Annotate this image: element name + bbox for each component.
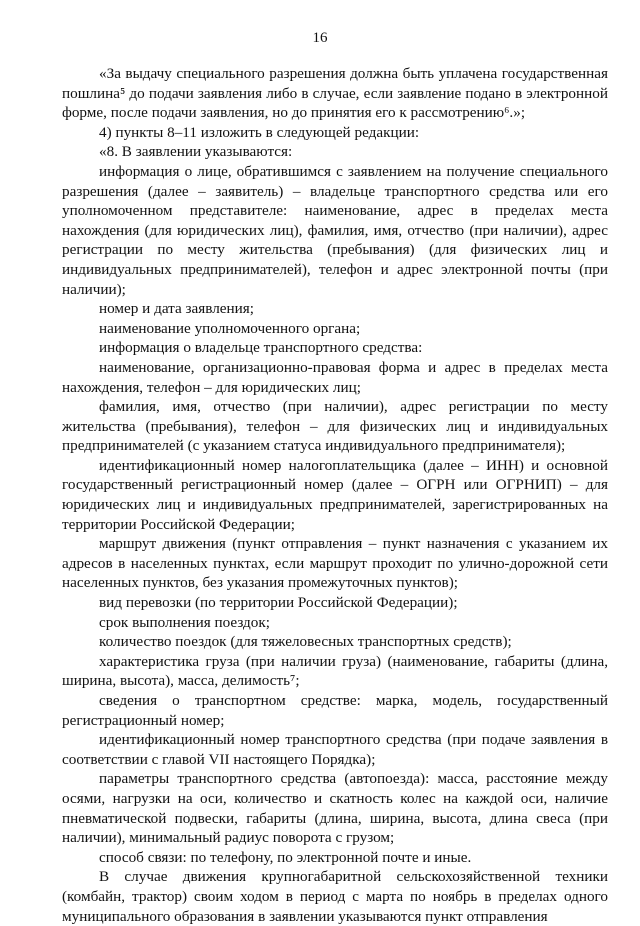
- paragraph: информация о лице, обратившимся с заявлением на получение специального разрешения (далее – заявитель) – владельце транспортного средства или его уполномоченном представителе: наименование, адрес в пределах места нахождения (для юридических лиц), фамилия, имя, отчество (при наличии), адрес регистрации по месту жительства (пребывания) (для физических лиц и индивидуальных предпринимателей), телефон и адрес электронной почты (при наличии);: [62, 162, 608, 298]
- paragraph: фамилия, имя, отчество (при наличии), адрес регистрации по месту жительства (пребывания), телефон – для физических лиц и индивидуальных предпринимателей (с указанием статуса индивидуального предпринимателя);: [62, 398, 608, 455]
- paragraph: «8. В заявлении указываются:: [99, 143, 293, 161]
- paragraph: «За выдачу специального разрешения должна быть уплачена государственная пошлина⁵ до подачи заявления либо в случае, если заявление подано в электронной форме, после подачи заявления, но до принятия его к рассмотрению⁶.»;: [62, 65, 608, 122]
- paragraph: характеристика груза (при наличии груза) (наименование, габариты (длина, ширина, высота), масса, делимость⁷;: [62, 652, 608, 690]
- paragraph: сведения о транспортном средстве: марка, модель, государственный регистрационный номер;: [62, 692, 608, 729]
- paragraph: информация о владельце транспортного средства:: [99, 339, 423, 357]
- paragraph: количество поездок (для тяжеловесных транспортных средств);: [99, 633, 512, 651]
- document-body: [62, 64, 608, 926]
- paragraph: параметры транспортного средства (автопоезда): масса, расстояние между осями, нагрузки на оси, количество и скатность колес на каждой оси, наличие пневматической подвески, габариты (длина, ширина, высота, длина свеса (при наличии), минимальный радиус поворота с грузом;: [62, 770, 608, 847]
- paragraph: 4) пункты 8–11 изложить в следующей редакции:: [99, 123, 420, 141]
- paragraph: номер и дата заявления;: [99, 300, 255, 318]
- paragraph: вид перевозки (по территории Российской Федерации);: [99, 594, 458, 612]
- page-number: 16: [312, 30, 328, 46]
- paragraph: идентификационный номер транспортного средства (при подаче заявления в соответствии с главой VII настоящего Порядка);: [62, 731, 608, 768]
- paragraph: способ связи: по телефону, по электронной почте и иные.: [99, 848, 472, 866]
- paragraph: идентификационный номер налогоплательщика (далее – ИНН) и основной государственный регистрационный номер (далее – ОГРН или ОГРНИП) – для юридических лиц и индивидуальных предпринимателей, зарегистрированных на территории Российской Федерации;: [62, 456, 608, 533]
- paragraph: наименование уполномоченного органа;: [99, 319, 361, 337]
- paragraph: наименование, организационно-правовая форма и адрес в пределах места нахождения, телефон – для юридических лиц;: [62, 358, 608, 396]
- paragraph: маршрут движения (пункт отправления – пункт назначения с указанием их адресов в населенных пунктах, если маршрут проходит по улично-дорожной сети населенных пунктов, без указания промежуточных пунктов);: [62, 535, 608, 592]
- paragraph: В случае движения крупногабаритной сельскохозяйственной техники (комбайн, трактор) своим ходом в период с марта по ноябрь в пределах одного муниципального образования в заявлении указываются пункт отправления: [62, 868, 608, 925]
- paragraph: срок выполнения поездок;: [99, 613, 270, 631]
